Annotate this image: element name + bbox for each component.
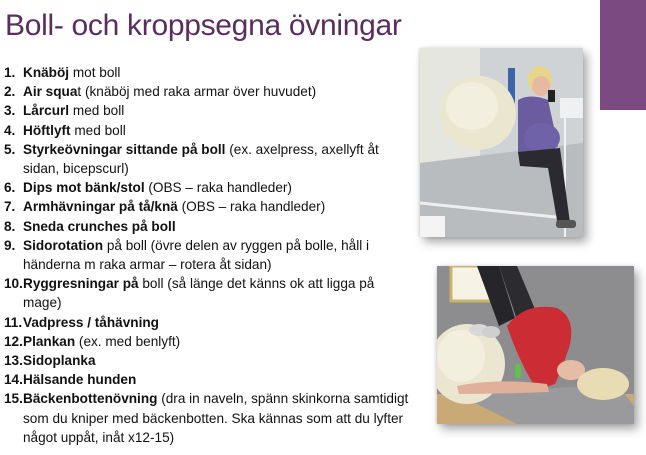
exercise-name: Armhävningar på tå/knä <box>23 199 178 215</box>
exercise-detail: mot boll <box>69 65 121 80</box>
exercise-number: 2. <box>4 84 16 100</box>
accent-bar <box>600 0 646 110</box>
hip-lift-illustration <box>437 266 634 424</box>
exercise-item <box>4 370 416 389</box>
exercise-item <box>4 313 416 332</box>
exercise-name: Sidorotation <box>23 237 104 253</box>
exercise-detail: på boll (övre delen av ryggen på bolle, håll i händerna m raka armar – rotera åt sidan) <box>23 237 370 273</box>
exercise-name: Sidoplanka <box>23 353 96 369</box>
exercise-detail: med boll <box>69 103 125 119</box>
exercise-number: 14. <box>4 372 23 388</box>
exercise-number: 5. <box>4 141 16 157</box>
exercise-detail: boll (så länge det känns ok att ligga på mage) <box>23 276 375 311</box>
exercise-detail: (ex. med benlyft) <box>75 333 181 349</box>
exercise-detail: (dra in naveln, spänn skinkorna samtidigt som du kniper med bäckenbotten. Ska kännas som att du lyfter något uppåt, inåt x12-15) <box>23 391 409 445</box>
exercise-name: Air squa <box>23 84 78 100</box>
exercise-item <box>4 389 416 447</box>
slide-title: Boll- och kroppsegna övningar <box>5 9 402 42</box>
exercise-number: 12. <box>4 333 23 349</box>
exercise-number: 13. <box>4 353 23 369</box>
exercise-name: Hälsande hunden <box>23 372 137 388</box>
exercise-item <box>4 332 416 351</box>
exercise-item <box>4 101 416 120</box>
exercise-item <box>4 274 416 312</box>
exercise-item <box>4 197 416 216</box>
wall-squat-illustration <box>420 48 583 237</box>
exercise-detail: (ex. axelpress, axellyft åt sidan, bicepscurl) <box>23 141 379 177</box>
exercise-item <box>4 236 416 274</box>
exercise-name: Plankan <box>23 333 76 349</box>
exercise-name: Ryggresningar på <box>23 276 139 292</box>
exercise-number: 1. <box>4 65 16 80</box>
exercise-name: Sneda crunches på boll <box>23 218 176 234</box>
exercise-name: Styrkeövningar sittande på boll <box>23 141 226 157</box>
exercise-name: Lårcurl <box>23 103 70 119</box>
exercise-name: Vadpress / tåhävning <box>23 314 159 330</box>
exercise-number: 11. <box>4 314 23 330</box>
exercise-number: 10. <box>4 276 23 292</box>
exercise-detail: t (knäböj med raka armar över huvudet) <box>77 84 317 100</box>
exercise-number: 7. <box>4 199 16 215</box>
exercise-item <box>4 63 416 82</box>
exercise-item <box>4 82 416 101</box>
exercise-item <box>4 351 416 370</box>
exercise-detail: (OBS – raka handleder) <box>144 180 292 196</box>
exercise-number: 15. <box>4 391 23 407</box>
exercise-item <box>4 140 416 178</box>
photo-wall-squat <box>420 48 583 237</box>
exercise-number: 6. <box>4 180 16 196</box>
exercise-number: 4. <box>4 122 16 138</box>
exercise-name: Höftlyft <box>23 122 71 138</box>
exercise-item <box>4 217 416 236</box>
photo-hip-lift <box>437 266 634 424</box>
exercise-detail: med boll <box>70 122 126 138</box>
exercise-item <box>4 121 416 140</box>
exercise-item <box>4 178 416 197</box>
exercise-list <box>4 63 416 447</box>
exercise-number: 8. <box>4 218 16 234</box>
exercise-name: Dips mot bänk/stol <box>23 180 145 196</box>
exercise-detail: (OBS – raka handleder) <box>177 199 326 215</box>
exercise-number: 9. <box>4 237 16 253</box>
exercise-number: 3. <box>4 103 16 119</box>
exercise-name: Knäböj <box>23 65 70 80</box>
exercise-name: Bäckenbottenövning <box>23 391 158 407</box>
